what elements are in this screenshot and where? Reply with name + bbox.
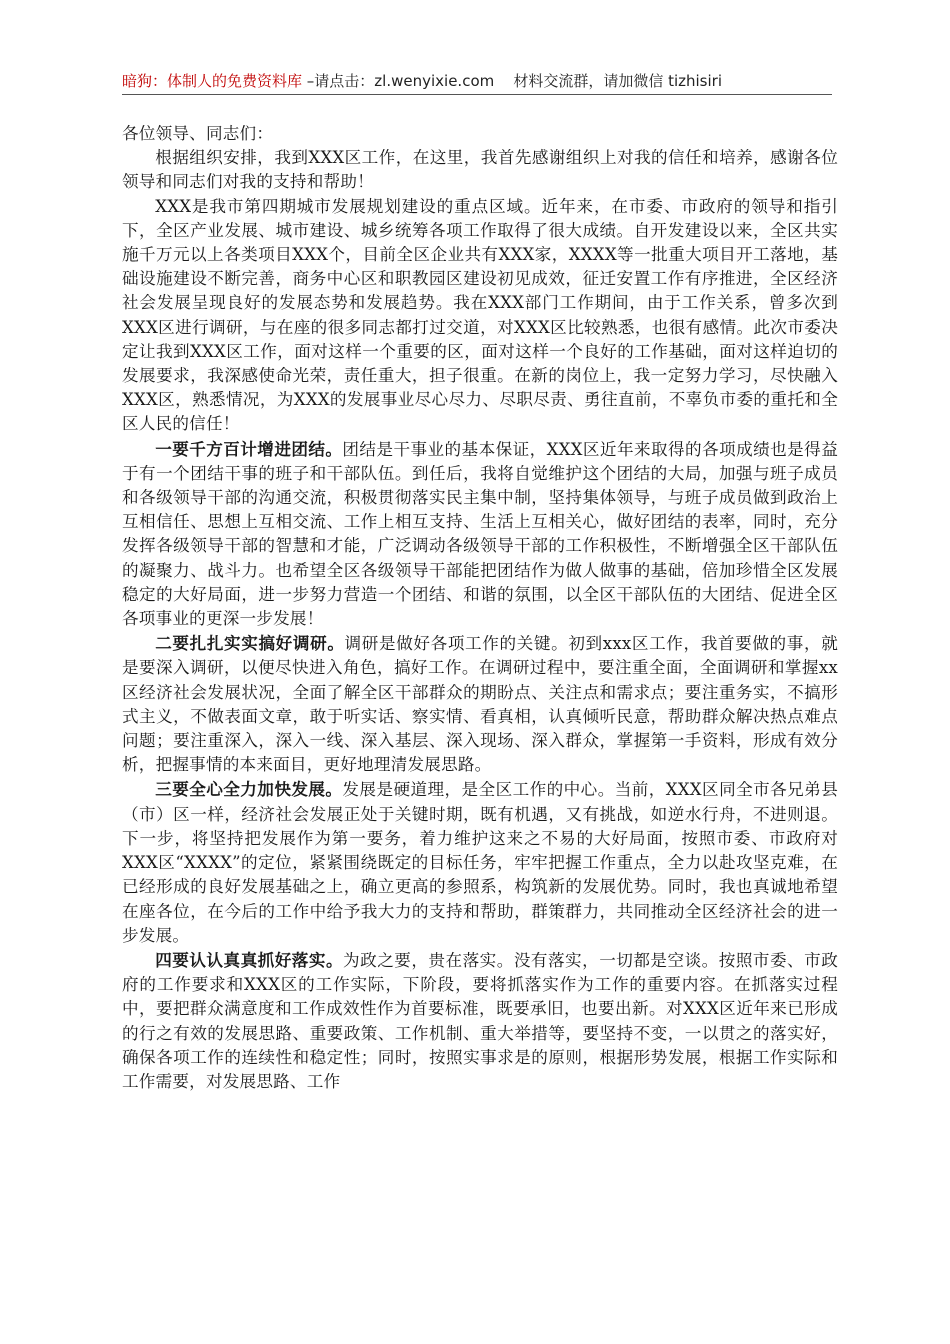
paragraph-6	[122, 948, 838, 1094]
page-header	[122, 70, 832, 95]
paragraph-text: 为政之要，贵在落实。没有落实，一切都是空谈。按照市委、市政府的工作要求和XXX区的工作实际，下阶段，要将抓落实作为工作的重要内容。在抓落实过程中，要把群众满意度和工作成效性作为首要标准，既要承旧，也要出新。对XXX区近年来已形成的行之有效的发展思路、重要政策、工作机制、重大举措等，要坚持不变，一以贯之的落实好，确保各项工作的连续性和稳定性；同时，按照实事求是的原则，根据形势发展，根据工作实际和工作需要，对发展思路、工作	[122, 950, 838, 1091]
paragraph-heading: 四要认认真真抓好落实。	[155, 949, 344, 970]
salutation: 各位领导、同志们：	[122, 124, 274, 143]
paragraph-heading: 一要千方百计增进团结。	[155, 438, 343, 459]
paragraph-text: XXX是我市第四期城市发展规划建设的重点区域。近年来，在市委、市政府的领导和指引下，全区产业发展、城市建设、城乡统筹各项工作取得了很大成绩。自开发建设以来，全区共实施千万元以上各类项目XXX个，目前全区企业共有XXX家，XXXX等一批重大项目开工落地，基础设施建设不断完善，商务中心区和职教园区建设初见成效，征迁安置工作有序推进，全区经济社会发展呈现良好的发展态势和发展趋势。我在XXX部门工作期间，由于工作关系，曾多次到XXX区进行调研，与在座的很多同志都打过交道，对XXX区比较熟悉，也很有感情。此次市委决定让我到XXX区工作，面对这样一个重要的区，面对这样一个良好的工作基础，面对这样迫切的发展要求，我深感使命光荣，责任重大，担子很重。在新的岗位上，我一定努力学习，尽快融入XXX区，熟悉情况，为XXX的发展事业尽心尽力、尽职尽责、勇往直前，不辜负市委的重托和全区人民的信任！	[122, 196, 838, 434]
paragraph-3	[122, 437, 838, 632]
header-contact: 材料交流群，请加微信 tizhisiri	[513, 72, 722, 90]
paragraph-heading: 二要扎扎实实搞好调研。	[155, 633, 345, 654]
paragraph-text: 团结是干事业的基本保证，XXX区近年来取得的各项成绩也是得益于有一个团结干事的班子和干部队伍。到任后，我将自觉维护这个团结的大局，加强与班子成员和各级领导干部的沟通交流，积极贯彻落实民主集中制，坚持集体领导，与班子成员做到政治上互相信任、思想上互相交流、工作上相互支持、生活上互相关心，做好团结的表率，同时，充分发挥各级领导干部的智慧和才能，广泛调动各级领导干部的工作积极性，不断增强全区干部队伍的凝聚力、战斗力。也希望全区各级领导干部能把团结作为做人做事的基础，倍加珍惜全区发展稳定的大好局面，进一步努力营造一个团结、和谐的氛围，以全区干部队伍的大团结、促进全区各项事业的更深一步发展！	[122, 439, 838, 629]
header-brand: 暗狗：体制人的免费资料库	[122, 72, 303, 90]
document-body	[122, 122, 838, 1094]
header-separator: –请点击：	[302, 72, 375, 90]
paragraph-text: 发展是硬道理，是全区工作的中心。当前，XXX区同全市各兄弟县（市）区一样，经济社会发展正处于关键时期，既有机遇，又有挑战，如逆水行舟，不进则退。下一步，将坚持把发展作为第一要务，着力维护这来之不易的大好局面，按照市委、市政府对XXX区“XXXX”的定位，紧紧围绕既定的目标任务，牢牢把握工作重点，全力以赴攻坚克难，在已经形成的良好发展基础之上，确立更高的参照系，构筑新的发展优势。同时，我也真诚地希望在座各位，在今后的工作中给予我大力的支持和帮助，群策群力，共同推动全区经济社会的进一步发展。	[122, 780, 838, 945]
paragraph-heading: 三要全心全力加快发展。	[155, 779, 343, 800]
paragraph-4	[122, 631, 838, 777]
paragraph-2	[122, 195, 838, 437]
paragraph-1	[122, 146, 838, 194]
header-link[interactable]: zl.wenyixie.com	[374, 72, 495, 90]
paragraph-text: 根据组织安排，我到XXX区工作，在这里，我首先感谢组织上对我的信任和培养，感谢各位领导和同志们对我的支持和帮助！	[122, 148, 838, 192]
paragraph-5	[122, 777, 838, 947]
paragraph-text: 调研是做好各项工作的关键。初到xxx区工作，我首要做的事，就是要深入调研，以便尽快进入角色，搞好工作。在调研过程中，要注重全面，全面调研和掌握xx区经济社会发展状况，全面了解全区干部群众的期盼点、关注点和需求点；要注重务实，不搞形式主义，不做表面文章，敢于听实话、察实情、看真相，认真倾听民意，帮助群众解决热点难点问题；要注重深入，深入一线、深入基层、深入现场、深入群众，掌握第一手资料，形成有效分析，把握事情的本来面目，更好地理清发展思路。	[122, 634, 838, 775]
